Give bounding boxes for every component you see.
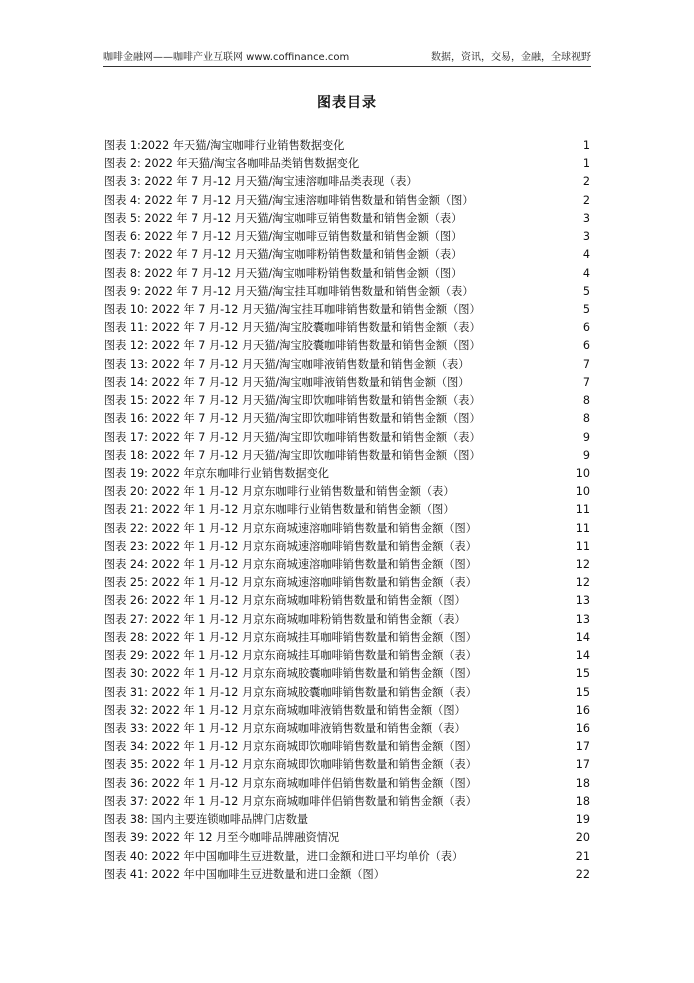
toc-entry-title: 图表 2: 2022 年天猫/淘宝各咖啡品类销售数据变化 xyxy=(104,157,360,171)
toc-entry-title: 图表 40: 2022 年中国咖啡生豆进数量，进口金额和进口平均单价（表） xyxy=(104,849,464,863)
toc-entry-title: 图表 19: 2022 年京东咖啡行业销售数据变化 xyxy=(104,466,329,480)
toc-entry-page: 11 xyxy=(575,521,590,535)
toc-entry-title: 图表 35: 2022 年 1 月-12 月京东商城即饮咖啡销售数量和销售金额（表） xyxy=(104,758,477,772)
toc-entry-title: 图表 29: 2022 年 1 月-12 月京东商城挂耳咖啡销售数量和销售金额（表） xyxy=(104,649,477,663)
toc-entry-title: 图表 18: 2022 年 7 月-12 月天猫/淘宝即饮咖啡销售数量和销售金额（图） xyxy=(104,448,481,462)
toc-entry-page: 3 xyxy=(582,230,590,244)
toc-entry-title: 图表 10: 2022 年 7 月-12 月天猫/淘宝挂耳咖啡销售数量和销售金额（图） xyxy=(104,302,481,316)
toc-entry-page: 14 xyxy=(575,649,590,663)
toc-entry[interactable] xyxy=(104,866,590,884)
toc-entry-title: 图表 23: 2022 年 1 月-12 月京东商城速溶咖啡销售数量和销售金额（表） xyxy=(104,539,477,553)
toc-entry-page: 9 xyxy=(582,448,590,462)
toc-entry-page: 16 xyxy=(575,722,590,735)
toc-entry-page: 15 xyxy=(575,667,590,681)
toc-entry-page: 4 xyxy=(582,266,590,280)
toc-entry-page: 6 xyxy=(582,321,590,335)
toc-entry-title: 图表 28: 2022 年 1 月-12 月京东商城挂耳咖啡销售数量和销售金额（图） xyxy=(104,630,477,644)
toc-entry-page: 18 xyxy=(575,776,590,790)
toc-entry-title: 图表 34: 2022 年 1 月-12 月京东商城即饮咖啡销售数量和销售金额（图） xyxy=(104,740,477,754)
toc-entry-page: 15 xyxy=(575,685,590,699)
toc-entry-page: 11 xyxy=(575,539,590,553)
toc-entry-page: 13 xyxy=(575,612,590,626)
toc-entry[interactable] xyxy=(104,647,590,665)
toc-entry[interactable] xyxy=(104,829,590,847)
toc-entry-title: 图表 26: 2022 年 1 月-12 月京东商城咖啡粉销售数量和销售金额（图） xyxy=(104,594,466,608)
toc-entry[interactable] xyxy=(104,319,590,337)
toc-entry-page: 10 xyxy=(575,485,590,499)
toc-entry[interactable] xyxy=(104,738,590,756)
toc-entry-page: 18 xyxy=(575,794,590,808)
toc-entry-page: 16 xyxy=(575,703,590,717)
toc-entry[interactable] xyxy=(104,684,590,702)
toc-entry-title: 图表 39: 2022 年 12 月至今咖啡品牌融资情况 xyxy=(104,831,340,845)
toc-entry-page: 11 xyxy=(575,503,590,517)
toc-entry[interactable] xyxy=(104,429,590,447)
toc-entry-page: 14 xyxy=(575,630,590,644)
toc-entry-title: 图表 7: 2022 年 7 月-12 月天猫/淘宝咖啡粉销售数量和销售金额（表） xyxy=(104,248,463,262)
toc-entry-page: 12 xyxy=(575,576,590,590)
toc-entry[interactable] xyxy=(104,611,590,629)
toc-entry-title: 图表 32: 2022 年 1 月-12 月京东商城咖啡液销售数量和销售金额（图） xyxy=(104,703,466,717)
header-tagline: 数据，资讯，交易，金融，全球视野 xyxy=(431,52,591,63)
toc-entry[interactable] xyxy=(104,592,590,610)
page-header xyxy=(103,50,591,66)
toc-entry-page: 17 xyxy=(575,758,590,772)
toc-entry-title: 图表 24: 2022 年 1 月-12 月京东商城速溶咖啡销售数量和销售金额（图） xyxy=(104,558,477,572)
toc-entry-title: 图表 27: 2022 年 1 月-12 月京东商城咖啡粉销售数量和销售金额（表） xyxy=(104,612,466,626)
toc-entry-title: 图表 11: 2022 年 7 月-12 月天猫/淘宝胶囊咖啡销售数量和销售金额（表） xyxy=(104,321,481,335)
toc-entry[interactable] xyxy=(104,520,590,538)
toc-entry-title: 图表 36: 2022 年 1 月-12 月京东商城咖啡伴侣销售数量和销售金额（图） xyxy=(104,776,477,790)
toc-entry[interactable] xyxy=(104,356,590,374)
toc-entry-title: 图表 37: 2022 年 1 月-12 月京东商城咖啡伴侣销售数量和销售金额（表） xyxy=(104,794,477,808)
toc-entry-page: 8 xyxy=(582,412,590,426)
toc-entry-title: 图表 38: 国内主要连锁咖啡品牌门店数量 xyxy=(104,813,309,827)
toc-entry[interactable] xyxy=(104,392,590,410)
toc-entry[interactable] xyxy=(104,192,590,210)
toc-entry-page: 1 xyxy=(582,157,590,171)
toc-entry-page: 2 xyxy=(582,175,590,189)
toc-entry-title: 图表 30: 2022 年 1 月-12 月京东商城胶囊咖啡销售数量和销售金额（图） xyxy=(104,667,477,681)
toc-entry[interactable] xyxy=(104,265,590,283)
toc-entry-title: 图表 4: 2022 年 7 月-12 月天猫/淘宝速溶咖啡销售数量和销售金额（图） xyxy=(104,193,474,207)
toc-entry-page: 3 xyxy=(582,211,590,225)
toc-entry-page: 7 xyxy=(582,357,590,371)
toc-entry-title: 图表 15: 2022 年 7 月-12 月天猫/淘宝即饮咖啡销售数量和销售金额（表） xyxy=(104,394,481,408)
toc-entry-title: 图表 12: 2022 年 7 月-12 月天猫/淘宝胶囊咖啡销售数量和销售金额（图） xyxy=(104,339,481,353)
toc-entry-title: 图表 17: 2022 年 7 月-12 月天猫/淘宝即饮咖啡销售数量和销售金额（表） xyxy=(104,430,481,444)
toc-entry[interactable] xyxy=(104,793,590,811)
toc-entry-page: 8 xyxy=(582,394,590,408)
page-title: 图表目录 xyxy=(317,95,377,111)
toc-entry[interactable] xyxy=(104,775,590,793)
toc-entry[interactable] xyxy=(104,720,590,738)
toc-entry-title: 图表 22: 2022 年 1 月-12 月京东商城速溶咖啡销售数量和销售金额（图） xyxy=(104,521,477,535)
toc-entry-title: 图表 41: 2022 年中国咖啡生豆进数量和进口金额（图） xyxy=(104,867,385,881)
toc-entry[interactable] xyxy=(104,301,590,319)
toc-entry[interactable] xyxy=(104,848,590,866)
toc-entry-title: 图表 16: 2022 年 7 月-12 月天猫/淘宝即饮咖啡销售数量和销售金额（图） xyxy=(104,412,481,426)
toc-entry[interactable] xyxy=(104,465,590,483)
toc-entry[interactable] xyxy=(104,501,590,519)
toc-entry-page: 9 xyxy=(582,430,590,444)
toc-entry-page: 10 xyxy=(575,466,590,480)
toc-entry-page: 2 xyxy=(582,193,590,207)
toc-entry[interactable] xyxy=(104,702,590,720)
toc-entry[interactable] xyxy=(104,665,590,683)
toc-entry[interactable] xyxy=(104,629,590,647)
toc-entry[interactable] xyxy=(104,556,590,574)
toc-entry[interactable] xyxy=(104,173,590,191)
toc-entry[interactable] xyxy=(104,137,590,155)
toc-entry[interactable] xyxy=(104,210,590,228)
toc-entry-page: 5 xyxy=(582,302,590,316)
toc-entry[interactable] xyxy=(104,574,590,592)
toc-entry[interactable] xyxy=(104,337,590,355)
toc-entry-title: 图表 5: 2022 年 7 月-12 月天猫/淘宝咖啡豆销售数量和销售金额（表） xyxy=(104,211,463,225)
toc-entry[interactable] xyxy=(104,283,590,301)
toc-entry-title: 图表 20: 2022 年 1 月-12 月京东咖啡行业销售数量和销售金额（表） xyxy=(104,485,455,499)
toc-entry[interactable] xyxy=(104,246,590,264)
header-site-name: 咖啡金融网——咖啡产业互联网 www.coffinance.com xyxy=(103,52,350,63)
toc-entry-page: 5 xyxy=(582,284,590,298)
toc-entry[interactable] xyxy=(104,374,590,392)
toc-entry-title: 图表 13: 2022 年 7 月-12 月天猫/淘宝咖啡液销售数量和销售金额（表） xyxy=(104,357,470,371)
toc-entry-page: 4 xyxy=(582,248,590,262)
toc-entry-page: 17 xyxy=(575,740,590,754)
toc-entry[interactable] xyxy=(104,410,590,428)
table-of-figures xyxy=(104,137,590,884)
toc-entry-page: 19 xyxy=(575,813,590,827)
toc-entry[interactable] xyxy=(104,483,590,501)
toc-entry-title: 图表 1:2022 年天猫/淘宝咖啡行业销售数据变化 xyxy=(104,139,345,152)
toc-entry-title: 图表 3: 2022 年 7 月-12 月天猫/淘宝速溶咖啡品类表现（表） xyxy=(104,175,418,189)
toc-entry-title: 图表 33: 2022 年 1 月-12 月京东商城咖啡液销售数量和销售金额（表） xyxy=(104,722,466,735)
toc-entry-title: 图表 6: 2022 年 7 月-12 月天猫/淘宝咖啡豆销售数量和销售金额（图） xyxy=(104,230,463,244)
toc-entry[interactable] xyxy=(104,228,590,246)
toc-entry[interactable] xyxy=(104,756,590,774)
toc-entry-page: 7 xyxy=(582,375,590,389)
toc-entry-page: 21 xyxy=(575,849,590,863)
toc-entry-page: 20 xyxy=(575,831,590,845)
toc-entry-page: 6 xyxy=(582,339,590,353)
toc-entry-title: 图表 25: 2022 年 1 月-12 月京东商城速溶咖啡销售数量和销售金额（表） xyxy=(104,576,477,590)
toc-entry-title: 图表 8: 2022 年 7 月-12 月天猫/淘宝咖啡粉销售数量和销售金额（图） xyxy=(104,266,463,280)
toc-entry-title: 图表 21: 2022 年 1 月-12 月京东咖啡行业销售数量和销售金额（图） xyxy=(104,503,455,517)
toc-entry-page: 1 xyxy=(582,139,590,152)
toc-entry[interactable] xyxy=(104,447,590,465)
toc-entry[interactable] xyxy=(104,155,590,173)
toc-entry-page: 22 xyxy=(575,867,590,881)
toc-entry-page: 13 xyxy=(575,594,590,608)
header-divider xyxy=(103,66,591,67)
toc-entry[interactable] xyxy=(104,811,590,829)
toc-entry-title: 图表 14: 2022 年 7 月-12 月天猫/淘宝咖啡液销售数量和销售金额（图） xyxy=(104,375,470,389)
toc-entry-title: 图表 9: 2022 年 7 月-12 月天猫/淘宝挂耳咖啡销售数量和销售金额（表） xyxy=(104,284,474,298)
toc-entry-page: 12 xyxy=(575,558,590,572)
toc-entry-title: 图表 31: 2022 年 1 月-12 月京东商城胶囊咖啡销售数量和销售金额（表） xyxy=(104,685,477,699)
toc-entry[interactable] xyxy=(104,538,590,556)
